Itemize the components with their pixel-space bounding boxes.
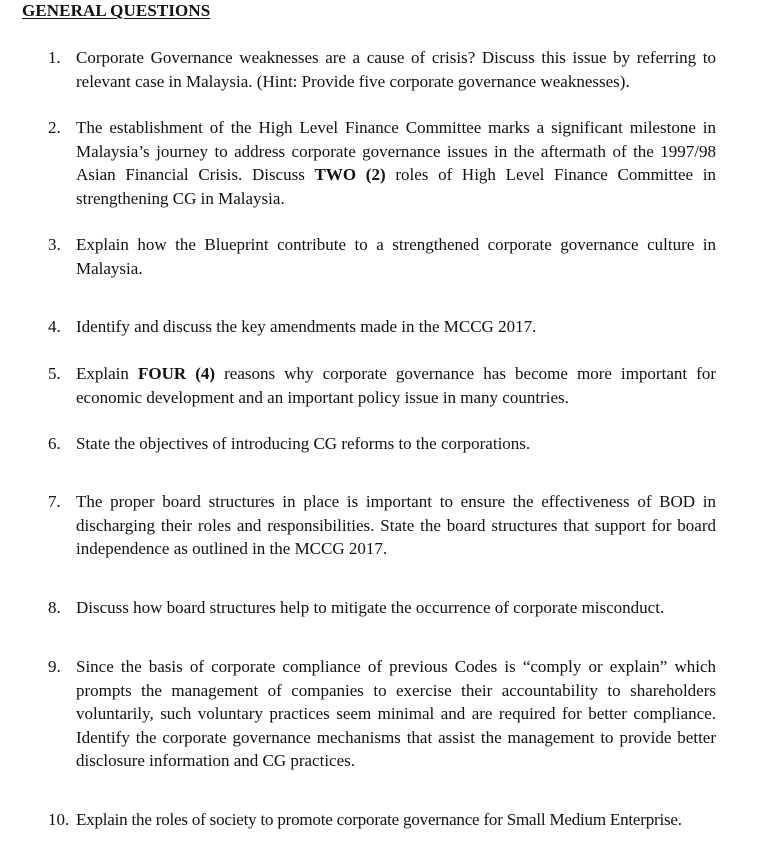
question-item xyxy=(48,596,716,620)
question-number: 4. xyxy=(48,317,61,336)
question-item xyxy=(48,490,716,561)
question-number: 8. xyxy=(48,598,61,617)
question-item xyxy=(48,315,716,339)
emphasis-text: FOUR (4) xyxy=(137,364,216,383)
question-text: The proper board structures in place is important to ensure the effectiveness of BOD in discharging their roles and responsibilities. State the board structures that support for board independence as outlined in the MCCG 2017. xyxy=(76,492,716,558)
question-number: 9. xyxy=(48,657,61,676)
section-heading: GENERAL QUESTIONS xyxy=(22,1,211,20)
question-item xyxy=(48,808,716,832)
question-text: The establishment of the High Level Finance Committee marks a significant milestone in Malaysia’s journey to address corporate governance issues in the aftermath of the 1997/98 Asian Financial Crisis. Discuss TWO (2) roles of High Level Finance Committee in strengthening CG in Malaysia. xyxy=(76,118,716,208)
question-text: Explain how the Blueprint contribute to a strengthened corporate governance culture in Malaysia. xyxy=(76,235,716,278)
question-text: Explain FOUR (4) reasons why corporate governance has become more important for economic development and an important policy issue in many countries. xyxy=(76,364,716,407)
question-item xyxy=(48,233,716,280)
question-number: 1. xyxy=(48,48,61,67)
question-item xyxy=(48,46,716,93)
question-text: Since the basis of corporate compliance of previous Codes is “comply or explain” which prompts the management of companies to exercise their accountability to shareholders voluntarily, such voluntary practices seem minimal and are required for better compliance. Identify the corporate governance mechanisms that assist the management to provide better disclosure information and CG practices. xyxy=(76,657,716,770)
question-number: 6. xyxy=(48,434,61,453)
question-item xyxy=(48,116,716,210)
question-item xyxy=(48,432,716,456)
question-text: Discuss how board structures help to mitigate the occurrence of corporate misconduct. xyxy=(76,598,665,617)
question-text: State the objectives of introducing CG reforms to the corporations. xyxy=(76,434,531,453)
question-number: 5. xyxy=(48,364,61,383)
question-number: 2. xyxy=(48,118,61,137)
emphasis-text: TWO (2) xyxy=(314,165,386,184)
question-text: Explain the roles of society to promote corporate governance for Small Medium Enterprise. xyxy=(76,810,682,829)
question-number: 7. xyxy=(48,492,61,511)
question-text: Corporate Governance weaknesses are a cause of crisis? Discuss this issue by referring to relevant case in Malaysia. (Hint: Provide five corporate governance weaknesses). xyxy=(76,48,716,91)
question-item xyxy=(48,362,716,409)
question-number: 3. xyxy=(48,235,61,254)
question-text: Identify and discuss the key amendments made in the MCCG 2017. xyxy=(76,317,537,336)
question-item xyxy=(48,655,716,773)
question-number: 10. xyxy=(48,810,70,829)
